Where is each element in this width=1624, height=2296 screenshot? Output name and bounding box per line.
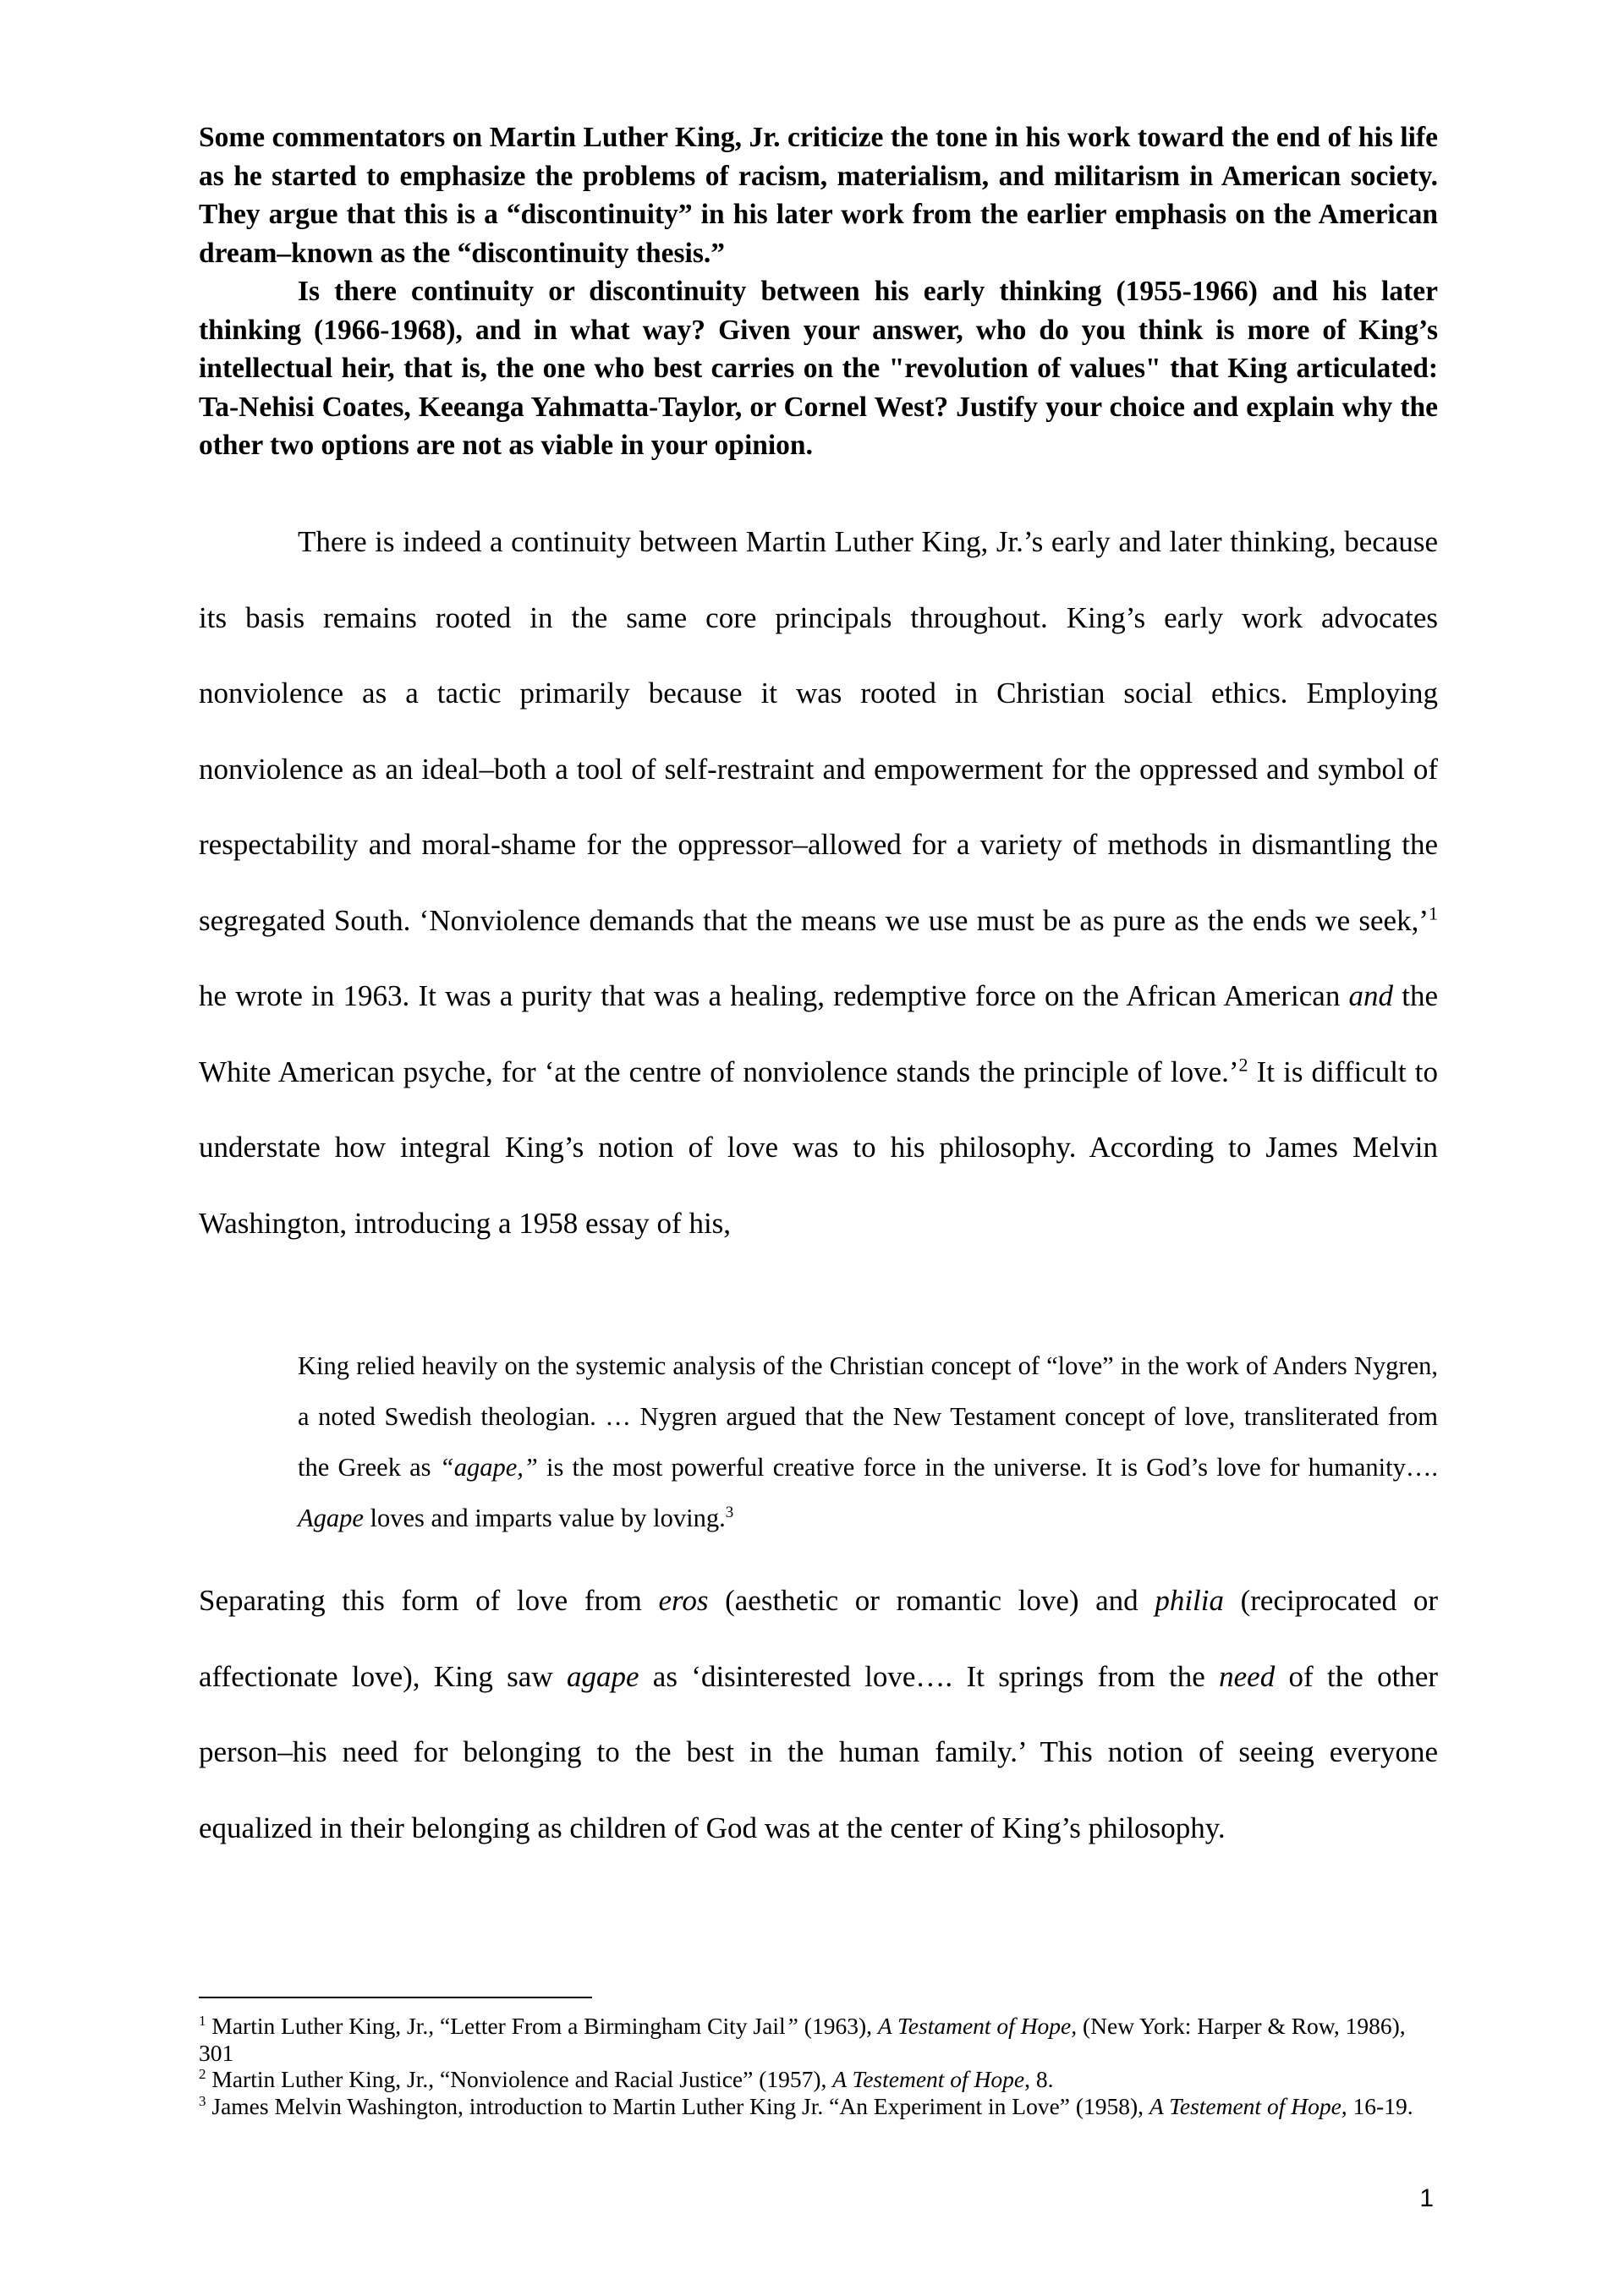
footnote-ref-3: 3	[725, 1503, 734, 1521]
essay-prompt	[199, 118, 1438, 465]
essay-paragraph-1: There is indeed a continuity between Martin Luther King, Jr.’s early and later thinking, because its basis remains rooted in the same core principals throughout. King’s early work advocates nonviolence as a tactic primarily because it was rooted in Christian social ethics. Employing nonviolence as an ideal–both a tool of self-restraint and empowerment for the oppressed and symbol of respectability and moral-shame for the oppressor–allowed for a variety of methods in dismantling the segregated South. ‘Nonviolence demands that the means we use must be as pure as the ends we seek,’$^1$ he wrote in 1963. It was a purity that was a healing, redemptive force on the African American and the White American psyche, for ‘at the centre of nonviolence stands the principle of love.’$^2$ It is difficult to understate how integral King’s notion of love was to his philosophy. According to James Melvin Washington, introducing a 1958 essay of his,	[199, 525, 1439, 1240]
block-quote: King relied heavily on the systemic analysis of the Christian concept of “love” in the work of Anders Nygren, a noted Swedish theologian. … Nygren argued that the New Testament concept of love, transliterated from the Greek as “agape,” is the most powerful creative force in the universe. It is God’s love for humanity…. Agape loves and imparts value by loving.$^3$	[298, 1351, 1438, 1532]
footnote-3: $^3$ James Melvin Washington, introduction to Martin Luther King Jr. “An Experiment in Love” (1958), A Testement of Hope, 16-19.	[199, 2092, 1413, 2119]
prompt-paragraph-1: Some commentators on Martin Luther King, Jr. criticize the tone in his work toward the end of his life as he started to emphasize the problems of racism, materialism, and militarism in American society. They argue that this is a “discontinuity” in his later work from the earlier emphasis on the American dream–known as the “discontinuity thesis.”	[199, 122, 1438, 269]
prompt-paragraph-2: Is there continuity or discontinuity between his early thinking (1955-1966) and his later thinking (1966-1968), and in what way? Given your answer, who do you think is more of King’s intellectual heir, that is, the one who best carries on the "revolution of values" that King articulated: Ta-Nehisi Coates, Keeanga Yahmatta-Taylor, or Cornel West? Justify your choice and explain why the other two options are not as viable in your opinion.	[199, 276, 1438, 461]
essay-paragraph-2: Separating this form of love from eros (aesthetic or romantic love) and philia (reciprocated or affectionate love), King saw agape as ‘disinterested love…. It springs from the need of the other person–his need for belonging to the best in the human family.’ This notion of seeing everyone equalized in their belonging as children of God was at the center of King’s philosophy.	[199, 1584, 1439, 1844]
footnote-2: $^2$ Martin Luther King, Jr., “Nonviolence and Racial Justice” (1957), A Testement of Hope, 8.	[199, 2065, 1054, 2092]
page-number: 1	[1419, 2184, 1434, 2212]
footnote-separator	[199, 1997, 592, 1998]
footnote-ref-1: 1	[1429, 901, 1438, 923]
footnotes	[199, 2013, 1438, 2119]
footnote-1: $^1$ Martin Luther King, Jr., “Letter From a Birmingham City Jail” (1963), A Testament of Hope, (New York: Harper & Row, 1986), 301	[199, 2012, 1406, 2066]
footnote-ref-2: 2	[1238, 1053, 1248, 1075]
